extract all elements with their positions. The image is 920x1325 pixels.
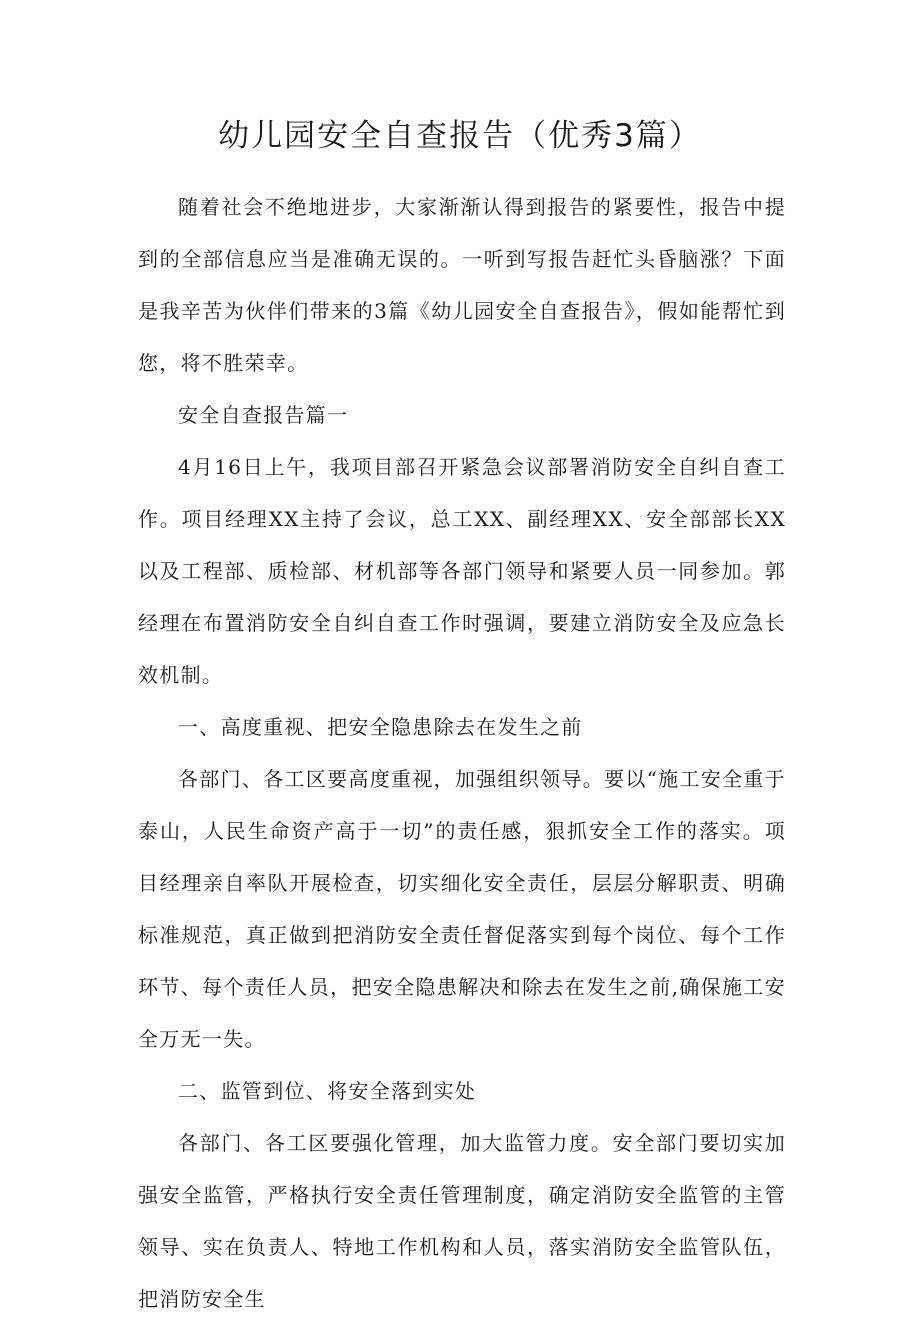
body-paragraph: 各部门、各工区要强化管理，加大监管力度。安全部门要切实加强安全监管，严格执行安全责任管理制度，确定消防安全监管的主管领导、实在负责人、特地工作机构和人员，落实消防安全监管队伍，把消防安全生 (138, 1131, 786, 1311)
subsection-heading-1: 一、高度重视、把安全隐患除去在发生之前 (178, 715, 583, 739)
intro-paragraph: 随着社会不绝地进步，大家渐渐认得到报告的紧要性，报告中提到的全部信息应当是准确无误的。一听到写报告赶忙头昏脑涨？下面是我辛苦为伙伴们带来的3篇《幼儿园安全自查报告》，假如能帮忙到您，将不胜荣幸。 (138, 195, 786, 375)
section-heading-part-one: 安全自查报告篇一 (178, 403, 349, 427)
body-paragraph: 4月16日上午，我项目部召开紧急会议部署消防安全自纠自查工作。项目经理XX主持了会议，总工XX、副经理XX、安全部部长XX以及工程部、质检部、材机部等各部门领导和紧要人员一同参加。郭经理在布置消防安全自纠自查工作时强调，要建立消防安全及应急长效机制。 (138, 455, 786, 687)
document-body (138, 181, 786, 1325)
subsection-heading-2: 二、监管到位、将安全落到实处 (178, 1079, 477, 1103)
document-title: 幼儿园安全自查报告（优秀3篇） (218, 118, 702, 154)
body-paragraph: 各部门、各工区要高度重视，加强组织领导。要以“施工安全重于泰山，人民生命资产高于一切”的责任感，狠抓安全工作的落实。项目经理亲自率队开展检查，切实细化安全责任，层层分解职责、明确标准规范，真正做到把消防安全责任督促落实到每个岗位、每个工作环节、每个责任人员，把安全隐患解决和除去在发生之前,确保施工安全万无一失。 (138, 767, 786, 1051)
